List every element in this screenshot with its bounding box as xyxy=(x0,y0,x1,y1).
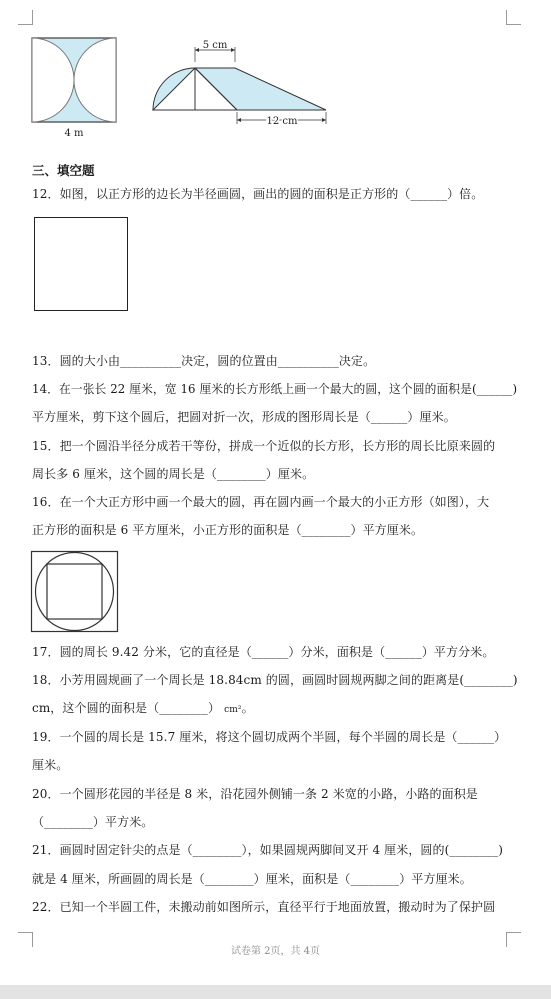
figure-dim-4m: 4 m xyxy=(64,128,84,139)
figure-square-semicircles xyxy=(26,34,126,140)
section-title: 三、填空题 xyxy=(32,163,95,178)
question-21-line1: 21．画圆时固定针尖的点是（________），如果圆规两脚间叉开 4 厘米，圆的(________) xyxy=(32,843,503,857)
figure-dim-5cm: 5 cm xyxy=(202,40,228,51)
figure-square xyxy=(34,217,128,311)
question-14-line2: 平方厘米，剪下这个圆后，把圆对折一次，形成的图形周长是（______）厘米。 xyxy=(32,410,456,424)
page-footer: 试卷第 2页，共 4页 xyxy=(230,946,321,957)
question-18-line2-end: 。 xyxy=(241,701,254,715)
figure-dim-12cm: 12 cm xyxy=(266,116,298,127)
question-22-line1: 22．已知一个半圆工件，未搬动前如图所示，直径平行于地面放置，搬动时为了保护圆 xyxy=(32,900,496,914)
question-19-line1: 19．一个圆的周长是 15.7 厘米，将这个圆切成两个半圆，每个半圆的周长是（______） xyxy=(32,730,507,744)
question-13: 13．圆的大小由__________决定，圆的位置由__________决定。 xyxy=(32,354,376,368)
question-18-line1: 18．小芳用圆规画了一个周长是 18.84cm 的圆，画圆时圆规两脚之间的距离是(________) xyxy=(32,673,518,687)
corner-mark-top-right xyxy=(506,10,521,25)
question-14-line1: 14．在一张长 22 厘米，宽 16 厘米的长方形纸上画一个最大的圆，这个圆的面积是(______) xyxy=(32,382,518,396)
viewer-bottom-strip xyxy=(0,985,551,999)
question-20-line2: （________）平方米。 xyxy=(32,815,154,829)
question-17: 17．圆的周长 9.42 分米，它的直径是（______）分米，面积是（______）平方分米。 xyxy=(32,645,495,659)
corner-mark-top-left xyxy=(18,10,33,25)
question-15-line1: 15．把一个圆沿半径分成若干等份，拼成一个近似的长方形，长方形的周长比原来圆的 xyxy=(32,439,496,453)
question-18-line2-text: cm，这个圆的面积是（________） xyxy=(32,701,221,715)
question-18-line2 xyxy=(32,700,254,718)
question-16-line2: 正方形的面积是 6 平方厘米，小正方形的面积是（________）平方厘米。 xyxy=(32,523,424,537)
question-12: 12．如图，以正方形的边长为半径画圆，画出的圆的面积是正方形的（______）倍。 xyxy=(32,187,484,201)
figure-square-circle-square xyxy=(30,550,120,634)
figure-semicircle-triangle xyxy=(148,40,333,130)
question-20-line1: 20．一个圆形花园的半径是 8 米，沿花园外侧铺一条 2 米宽的小路，小路的面积是 xyxy=(32,787,478,801)
question-15-line2: 周长多 6 厘米，这个圆的周长是（________）厘米。 xyxy=(32,467,315,481)
unit-cm2: cm² xyxy=(224,705,242,715)
question-21-line2: 就是 4 厘米，所画圆的周长是（________）厘米，面积是（________）平方厘米。 xyxy=(32,872,472,886)
question-16-line1: 16．在一个大正方形中画一个最大的圆，再在圆内画一个最大的小正方形（如图），大 xyxy=(32,495,490,509)
question-19-line2: 厘米。 xyxy=(32,758,69,772)
